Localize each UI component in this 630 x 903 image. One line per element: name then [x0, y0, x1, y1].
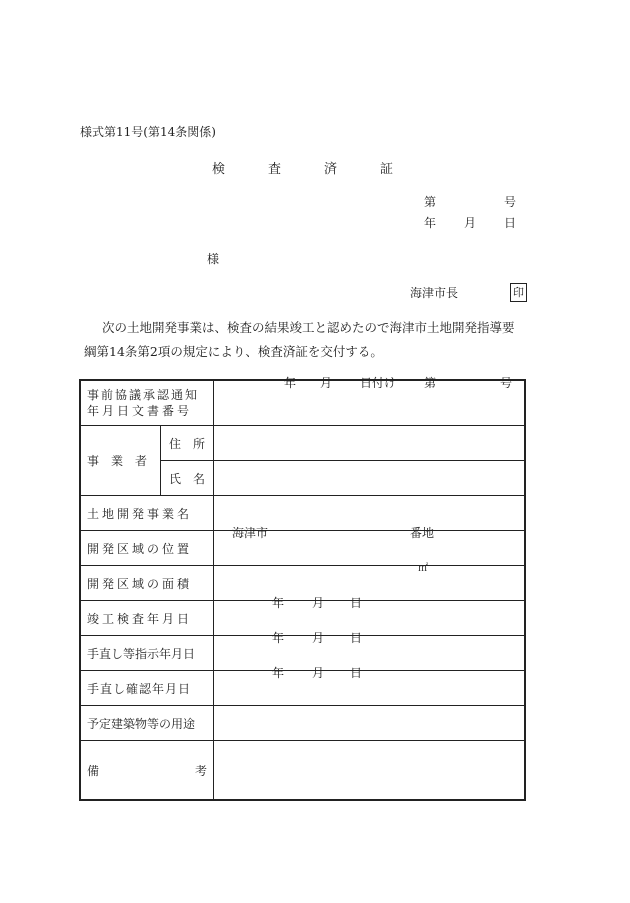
go-text: 号 [500, 376, 513, 390]
banchi-text: 番地 [410, 526, 435, 540]
label-line: 事前協議承認通知 [87, 388, 200, 402]
form-number: 様式第11号(第14条関係) [80, 125, 216, 139]
correction-confirm-date-label [80, 671, 214, 706]
label-line: 年月日文書番号 [87, 404, 193, 418]
year-text: 年 [272, 596, 285, 610]
table-row [80, 706, 525, 741]
project-name-label [80, 496, 214, 531]
approval-notice-label [80, 380, 214, 426]
table-row [80, 741, 525, 801]
issue-date-year: 年 [424, 216, 437, 230]
table-row [80, 671, 525, 706]
city-text: 海津市 [232, 526, 269, 540]
remarks-value[interactable] [214, 741, 526, 801]
name-value[interactable] [214, 461, 526, 496]
inspection-table [79, 376, 526, 801]
issue-date-day: 日 [504, 216, 517, 230]
correction-confirm-date-value[interactable] [214, 666, 526, 706]
dai-text: 第 [424, 376, 437, 390]
correction-confirm-date-fields [214, 666, 524, 705]
label-text: 開発区域の面積 [87, 576, 193, 591]
label-text: 竣工検査年月日 [87, 611, 193, 626]
table-row [80, 426, 525, 461]
location-fields [214, 526, 524, 565]
remarks-label-right: 考 [194, 763, 207, 778]
area-label [80, 566, 214, 601]
issue-date-month: 月 [464, 216, 477, 230]
addressee: 様 [207, 252, 220, 266]
body-line-2: 綱第14条第2項の規定により、検査済証を交付する。 [84, 344, 383, 359]
label-text: 土地開発事業名 [87, 506, 193, 521]
year-text: 年 [284, 376, 297, 390]
remarks-label-left: 備 [87, 763, 100, 778]
table-row [80, 601, 525, 636]
completion-date-fields [214, 596, 524, 635]
day-text: 日 [350, 631, 363, 645]
month-text: 月 [312, 596, 325, 610]
address-value[interactable] [214, 426, 526, 461]
issue-no-go: 号 [504, 195, 517, 209]
approval-notice-value[interactable] [214, 376, 526, 426]
body-line-1: 次の土地開発事業は、検査の結果竣工と認めたので海津市土地開発指導要 [102, 320, 515, 335]
table-row [80, 636, 525, 671]
building-use-label [80, 706, 214, 741]
body-paragraph [84, 316, 534, 364]
completion-date-value[interactable] [214, 596, 526, 636]
table-row [80, 531, 525, 566]
location-value[interactable] [214, 526, 526, 566]
label-text: 手直し等指示年月日 [87, 646, 196, 661]
title-char: 証 [380, 162, 394, 177]
area-value[interactable] [214, 563, 526, 601]
label-text: 開発区域の位置 [87, 541, 193, 556]
label-text: 手直し確認年月日 [87, 681, 192, 696]
correction-order-date-label [80, 636, 214, 671]
building-use-value[interactable] [214, 706, 526, 741]
seal-box: 印 [510, 283, 527, 302]
area-unit-text: ㎡ [418, 563, 428, 574]
completion-date-label [80, 601, 214, 636]
year-text: 年 [272, 631, 285, 645]
month-text: 月 [312, 631, 325, 645]
area-fields [214, 563, 524, 600]
title-char: 検 [212, 162, 226, 177]
table-row [80, 380, 525, 426]
month-text: 月 [312, 666, 325, 680]
issuer-name: 海津市長 [410, 286, 459, 300]
dated-text: 日付け [360, 376, 397, 390]
location-label [80, 531, 214, 566]
table-row [80, 566, 525, 601]
correction-order-date-value[interactable] [214, 631, 526, 671]
business-operator-label [80, 426, 161, 496]
name-label: 氏 名 [161, 461, 214, 496]
issue-no-dai: 第 [424, 195, 437, 209]
title-char: 査 [268, 162, 282, 177]
day-text: 日 [350, 666, 363, 680]
month-text: 月 [320, 376, 333, 390]
business-operator-label-text: 事 業 者 [87, 454, 148, 468]
address-label: 住 所 [161, 426, 214, 461]
remarks-label [80, 741, 214, 801]
day-text: 日 [350, 596, 363, 610]
label-text: 予定建築物等の用途 [87, 716, 196, 731]
year-text: 年 [272, 666, 285, 680]
table-row [80, 496, 525, 531]
correction-order-date-fields [214, 631, 524, 670]
approval-date-fields [214, 376, 524, 425]
title-char: 済 [324, 162, 338, 177]
remarks-label-text [87, 762, 213, 779]
